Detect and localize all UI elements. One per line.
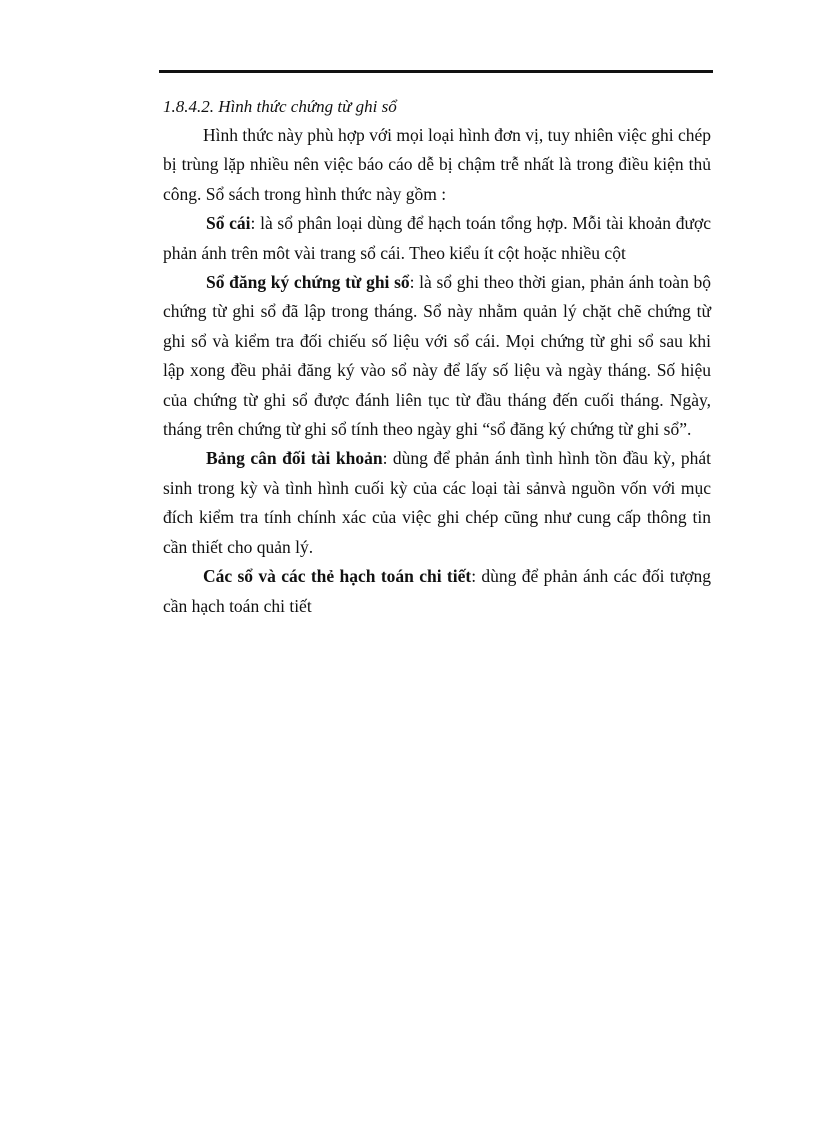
section-heading: 1.8.4.2. Hình thức chứng từ ghi sổ [163,97,397,116]
term-so-cai: Sổ cái [206,213,251,234]
paragraph-text: : dùng để phản ánh tình hình tồn đầu kỳ, phát sinh trong kỳ và tình hình cuối kỳ của các loại tài sảnvà nguồn vốn với mục đích kiểm tra tính chính xác của việc ghi chép cũng như cung cấp thông tin cần thiết cho quản lý. [163,448,711,557]
paragraph-text: Hình thức này phù hợp với mọi loại hình đơn vị, tuy nhiên việc ghi chép bị trùng lặp nhiều nên việc báo cáo dễ bị chậm trễ nhất là trong điều kiện thủ công. Sổ sách trong hình thức này gồm : [163,125,711,204]
document-body [163,92,711,621]
intro-paragraph [163,121,711,209]
so-cai-paragraph [163,209,711,268]
term-bang-can-doi: Bảng cân đối tài khoản [206,448,383,469]
bang-can-doi-paragraph [163,444,711,562]
term-so-dang-ky: Sổ đăng ký chứng từ ghi sổ [206,272,410,293]
header-rule [159,70,713,73]
term-so-the-chi-tiet: Các sổ và các thẻ hạch toán chi tiết [203,566,472,587]
so-the-chi-tiet-paragraph [163,562,711,621]
so-dang-ky-paragraph [163,268,711,444]
paragraph-text: : là sổ phân loại dùng để hạch toán tổng hợp. Mỗi tài khoản được phản ánh trên môt vài trang sổ cái. Theo kiểu ít cột hoặc nhiều cột [163,213,711,263]
paragraph-text: : là sổ ghi theo thời gian, phản ánh toàn bộ chứng từ ghi sổ đã lập trong tháng. Sổ này nhằm quản lý chặt chẽ chứng từ ghi sổ và kiểm tra đối chiếu số liệu với sổ cái. Mọi chứng từ ghi sổ sau khi lập xong đều phải đăng ký vào sổ này để lấy số liệu và ngày tháng. Số hiệu của chứng từ ghi sổ được đánh liên tục từ đầu tháng đến cuối tháng. Ngày, tháng trên chứng từ ghi sổ tính theo ngày ghi “sổ đăng ký chứng từ ghi sổ”. [163,272,711,440]
paragraph-text: : dùng để phản ánh các đối tượng cần hạch toán chi tiết [163,566,711,616]
